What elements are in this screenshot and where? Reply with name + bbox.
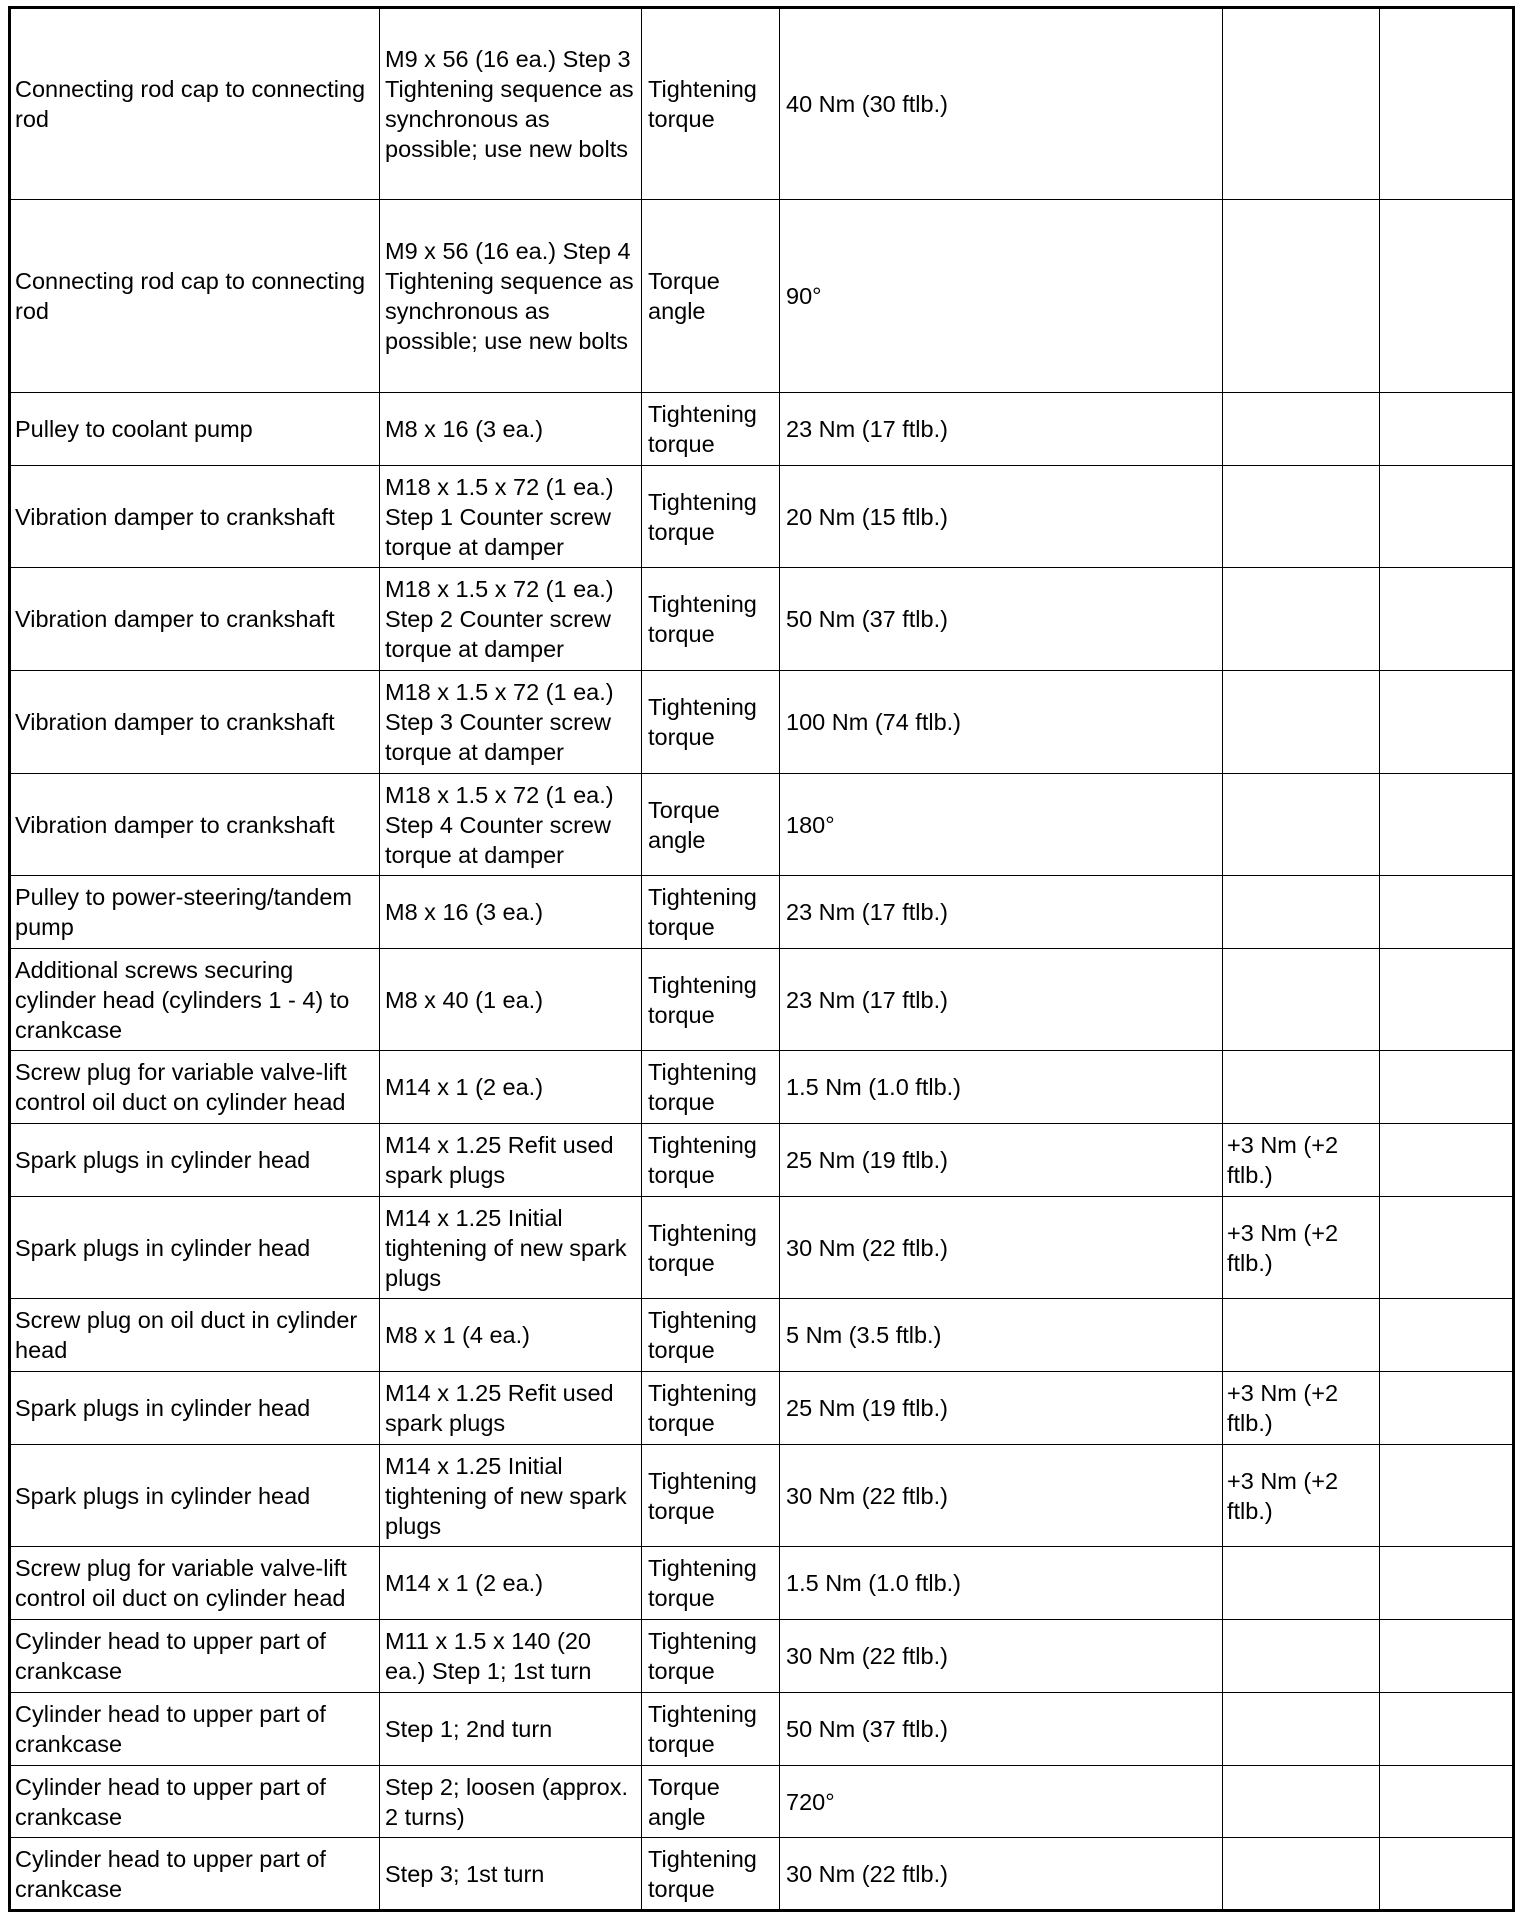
additional-cell: +3 Nm (+2 ftlb.) xyxy=(1223,1197,1380,1299)
type-cell: Torque angle xyxy=(642,200,780,393)
notes-cell xyxy=(1380,1547,1514,1620)
component-cell: Pulley to power-steering/tandem pump xyxy=(10,876,380,949)
fastener-cell: M18 x 1.5 x 72 (1 ea.) Step 3 Counter screw torque at damper xyxy=(380,671,642,774)
additional-cell xyxy=(1223,774,1380,876)
table-row xyxy=(10,8,1514,200)
type-cell: Tightening torque xyxy=(642,568,780,671)
additional-cell xyxy=(1223,1620,1380,1693)
type-cell: Tightening torque xyxy=(642,8,780,200)
table-row xyxy=(10,1372,1514,1445)
fastener-cell: M14 x 1 (2 ea.) xyxy=(380,1547,642,1620)
table-row xyxy=(10,1693,1514,1766)
fastener-cell: M14 x 1.25 Initial tightening of new spark plugs xyxy=(380,1445,642,1547)
additional-cell xyxy=(1223,1838,1380,1911)
additional-cell xyxy=(1223,393,1380,466)
fastener-cell: Step 2; loosen (approx. 2 turns) xyxy=(380,1766,642,1838)
fastener-cell: M18 x 1.5 x 72 (1 ea.) Step 1 Counter screw torque at damper xyxy=(380,466,642,568)
type-cell: Tightening torque xyxy=(642,671,780,774)
spec-cell: 50 Nm (37 ftlb.) xyxy=(780,1693,1223,1766)
spec-cell: 720° xyxy=(780,1766,1223,1838)
component-cell: Cylinder head to upper part of crankcase xyxy=(10,1620,380,1693)
component-cell: Vibration damper to crankshaft xyxy=(10,466,380,568)
fastener-cell: Step 1; 2nd turn xyxy=(380,1693,642,1766)
type-cell: Tightening torque xyxy=(642,1547,780,1620)
type-cell: Torque angle xyxy=(642,1766,780,1838)
spec-cell: 50 Nm (37 ftlb.) xyxy=(780,568,1223,671)
notes-cell xyxy=(1380,949,1514,1051)
table-row xyxy=(10,1547,1514,1620)
component-cell: Cylinder head to upper part of crankcase xyxy=(10,1766,380,1838)
notes-cell xyxy=(1380,1051,1514,1124)
table-row xyxy=(10,1620,1514,1693)
notes-cell xyxy=(1380,1299,1514,1372)
fastener-cell: M8 x 16 (3 ea.) xyxy=(380,876,642,949)
spec-cell: 30 Nm (22 ftlb.) xyxy=(780,1620,1223,1693)
fastener-cell: M14 x 1.25 Initial tightening of new spark plugs xyxy=(380,1197,642,1299)
fastener-cell: M11 x 1.5 x 140 (20 ea.) Step 1; 1st turn xyxy=(380,1620,642,1693)
additional-cell xyxy=(1223,876,1380,949)
notes-cell xyxy=(1380,393,1514,466)
additional-cell xyxy=(1223,671,1380,774)
type-cell: Tightening torque xyxy=(642,1124,780,1197)
fastener-cell: M18 x 1.5 x 72 (1 ea.) Step 2 Counter screw torque at damper xyxy=(380,568,642,671)
additional-cell xyxy=(1223,1693,1380,1766)
fastener-cell: M18 x 1.5 x 72 (1 ea.) Step 4 Counter screw torque at damper xyxy=(380,774,642,876)
table-row xyxy=(10,466,1514,568)
spec-cell: 25 Nm (19 ftlb.) xyxy=(780,1124,1223,1197)
additional-cell: +3 Nm (+2 ftlb.) xyxy=(1223,1124,1380,1197)
notes-cell xyxy=(1380,466,1514,568)
spec-cell: 30 Nm (22 ftlb.) xyxy=(780,1445,1223,1547)
additional-cell xyxy=(1223,466,1380,568)
component-cell: Spark plugs in cylinder head xyxy=(10,1197,380,1299)
notes-cell xyxy=(1380,1124,1514,1197)
spec-cell: 1.5 Nm (1.0 ftlb.) xyxy=(780,1547,1223,1620)
notes-cell xyxy=(1380,1197,1514,1299)
spec-cell: 25 Nm (19 ftlb.) xyxy=(780,1372,1223,1445)
type-cell: Tightening torque xyxy=(642,1445,780,1547)
type-cell: Tightening torque xyxy=(642,1051,780,1124)
type-cell: Tightening torque xyxy=(642,1838,780,1911)
table-row xyxy=(10,1299,1514,1372)
notes-cell xyxy=(1380,568,1514,671)
fastener-cell: M14 x 1 (2 ea.) xyxy=(380,1051,642,1124)
type-cell: Tightening torque xyxy=(642,393,780,466)
component-cell: Spark plugs in cylinder head xyxy=(10,1124,380,1197)
fastener-cell: M8 x 40 (1 ea.) xyxy=(380,949,642,1051)
additional-cell xyxy=(1223,1547,1380,1620)
type-cell: Tightening torque xyxy=(642,949,780,1051)
type-cell: Tightening torque xyxy=(642,1620,780,1693)
spec-cell: 23 Nm (17 ftlb.) xyxy=(780,876,1223,949)
notes-cell xyxy=(1380,774,1514,876)
table-row xyxy=(10,671,1514,774)
fastener-cell: M9 x 56 (16 ea.) Step 3 Tightening sequence as synchronous as possible; use new bolts xyxy=(380,8,642,200)
component-cell: Screw plug for variable valve-lift control oil duct on cylinder head xyxy=(10,1051,380,1124)
type-cell: Torque angle xyxy=(642,774,780,876)
fastener-cell: M8 x 1 (4 ea.) xyxy=(380,1299,642,1372)
table-row xyxy=(10,200,1514,393)
torque-spec-table xyxy=(8,6,1515,1912)
table-row xyxy=(10,1197,1514,1299)
component-cell: Vibration damper to crankshaft xyxy=(10,774,380,876)
spec-cell: 30 Nm (22 ftlb.) xyxy=(780,1197,1223,1299)
table-row xyxy=(10,1051,1514,1124)
type-cell: Tightening torque xyxy=(642,1299,780,1372)
spec-cell: 180° xyxy=(780,774,1223,876)
additional-cell xyxy=(1223,568,1380,671)
additional-cell xyxy=(1223,8,1380,200)
component-cell: Spark plugs in cylinder head xyxy=(10,1372,380,1445)
fastener-cell: M14 x 1.25 Refit used spark plugs xyxy=(380,1372,642,1445)
spec-cell: 1.5 Nm (1.0 ftlb.) xyxy=(780,1051,1223,1124)
additional-cell xyxy=(1223,1299,1380,1372)
table-row xyxy=(10,393,1514,466)
fastener-cell: M9 x 56 (16 ea.) Step 4 Tightening sequence as synchronous as possible; use new bolts xyxy=(380,200,642,393)
additional-cell: +3 Nm (+2 ftlb.) xyxy=(1223,1445,1380,1547)
type-cell: Tightening torque xyxy=(642,466,780,568)
component-cell: Screw plug on oil duct in cylinder head xyxy=(10,1299,380,1372)
spec-cell: 90° xyxy=(780,200,1223,393)
fastener-cell: M8 x 16 (3 ea.) xyxy=(380,393,642,466)
component-cell: Spark plugs in cylinder head xyxy=(10,1445,380,1547)
component-cell: Cylinder head to upper part of crankcase xyxy=(10,1693,380,1766)
notes-cell xyxy=(1380,1838,1514,1911)
additional-cell xyxy=(1223,1051,1380,1124)
notes-cell xyxy=(1380,1766,1514,1838)
component-cell: Cylinder head to upper part of crankcase xyxy=(10,1838,380,1911)
notes-cell xyxy=(1380,200,1514,393)
spec-cell: 20 Nm (15 ftlb.) xyxy=(780,466,1223,568)
component-cell: Connecting rod cap to connecting rod xyxy=(10,8,380,200)
table-row xyxy=(10,1838,1514,1911)
notes-cell xyxy=(1380,1445,1514,1547)
notes-cell xyxy=(1380,876,1514,949)
component-cell: Vibration damper to crankshaft xyxy=(10,671,380,774)
additional-cell: +3 Nm (+2 ftlb.) xyxy=(1223,1372,1380,1445)
notes-cell xyxy=(1380,671,1514,774)
additional-cell xyxy=(1223,949,1380,1051)
type-cell: Tightening torque xyxy=(642,1693,780,1766)
spec-cell: 23 Nm (17 ftlb.) xyxy=(780,949,1223,1051)
component-cell: Screw plug for variable valve-lift control oil duct on cylinder head xyxy=(10,1547,380,1620)
table-row xyxy=(10,1445,1514,1547)
type-cell: Tightening torque xyxy=(642,876,780,949)
notes-cell xyxy=(1380,1372,1514,1445)
table-row xyxy=(10,1124,1514,1197)
table-row xyxy=(10,949,1514,1051)
spec-cell: 23 Nm (17 ftlb.) xyxy=(780,393,1223,466)
fastener-cell: Step 3; 1st turn xyxy=(380,1838,642,1911)
fastener-cell: M14 x 1.25 Refit used spark plugs xyxy=(380,1124,642,1197)
spec-cell: 100 Nm (74 ftlb.) xyxy=(780,671,1223,774)
spec-cell: 30 Nm (22 ftlb.) xyxy=(780,1838,1223,1911)
table-row xyxy=(10,568,1514,671)
component-cell: Pulley to coolant pump xyxy=(10,393,380,466)
table-row xyxy=(10,876,1514,949)
additional-cell xyxy=(1223,1766,1380,1838)
spec-cell: 40 Nm (30 ftlb.) xyxy=(780,8,1223,200)
notes-cell xyxy=(1380,1693,1514,1766)
spec-cell: 5 Nm (3.5 ftlb.) xyxy=(780,1299,1223,1372)
additional-cell xyxy=(1223,200,1380,393)
notes-cell xyxy=(1380,8,1514,200)
type-cell: Tightening torque xyxy=(642,1197,780,1299)
type-cell: Tightening torque xyxy=(642,1372,780,1445)
component-cell: Vibration damper to crankshaft xyxy=(10,568,380,671)
component-cell: Additional screws securing cylinder head (cylinders 1 - 4) to crankcase xyxy=(10,949,380,1051)
notes-cell xyxy=(1380,1620,1514,1693)
table-row xyxy=(10,774,1514,876)
component-cell: Connecting rod cap to connecting rod xyxy=(10,200,380,393)
table-row xyxy=(10,1766,1514,1838)
